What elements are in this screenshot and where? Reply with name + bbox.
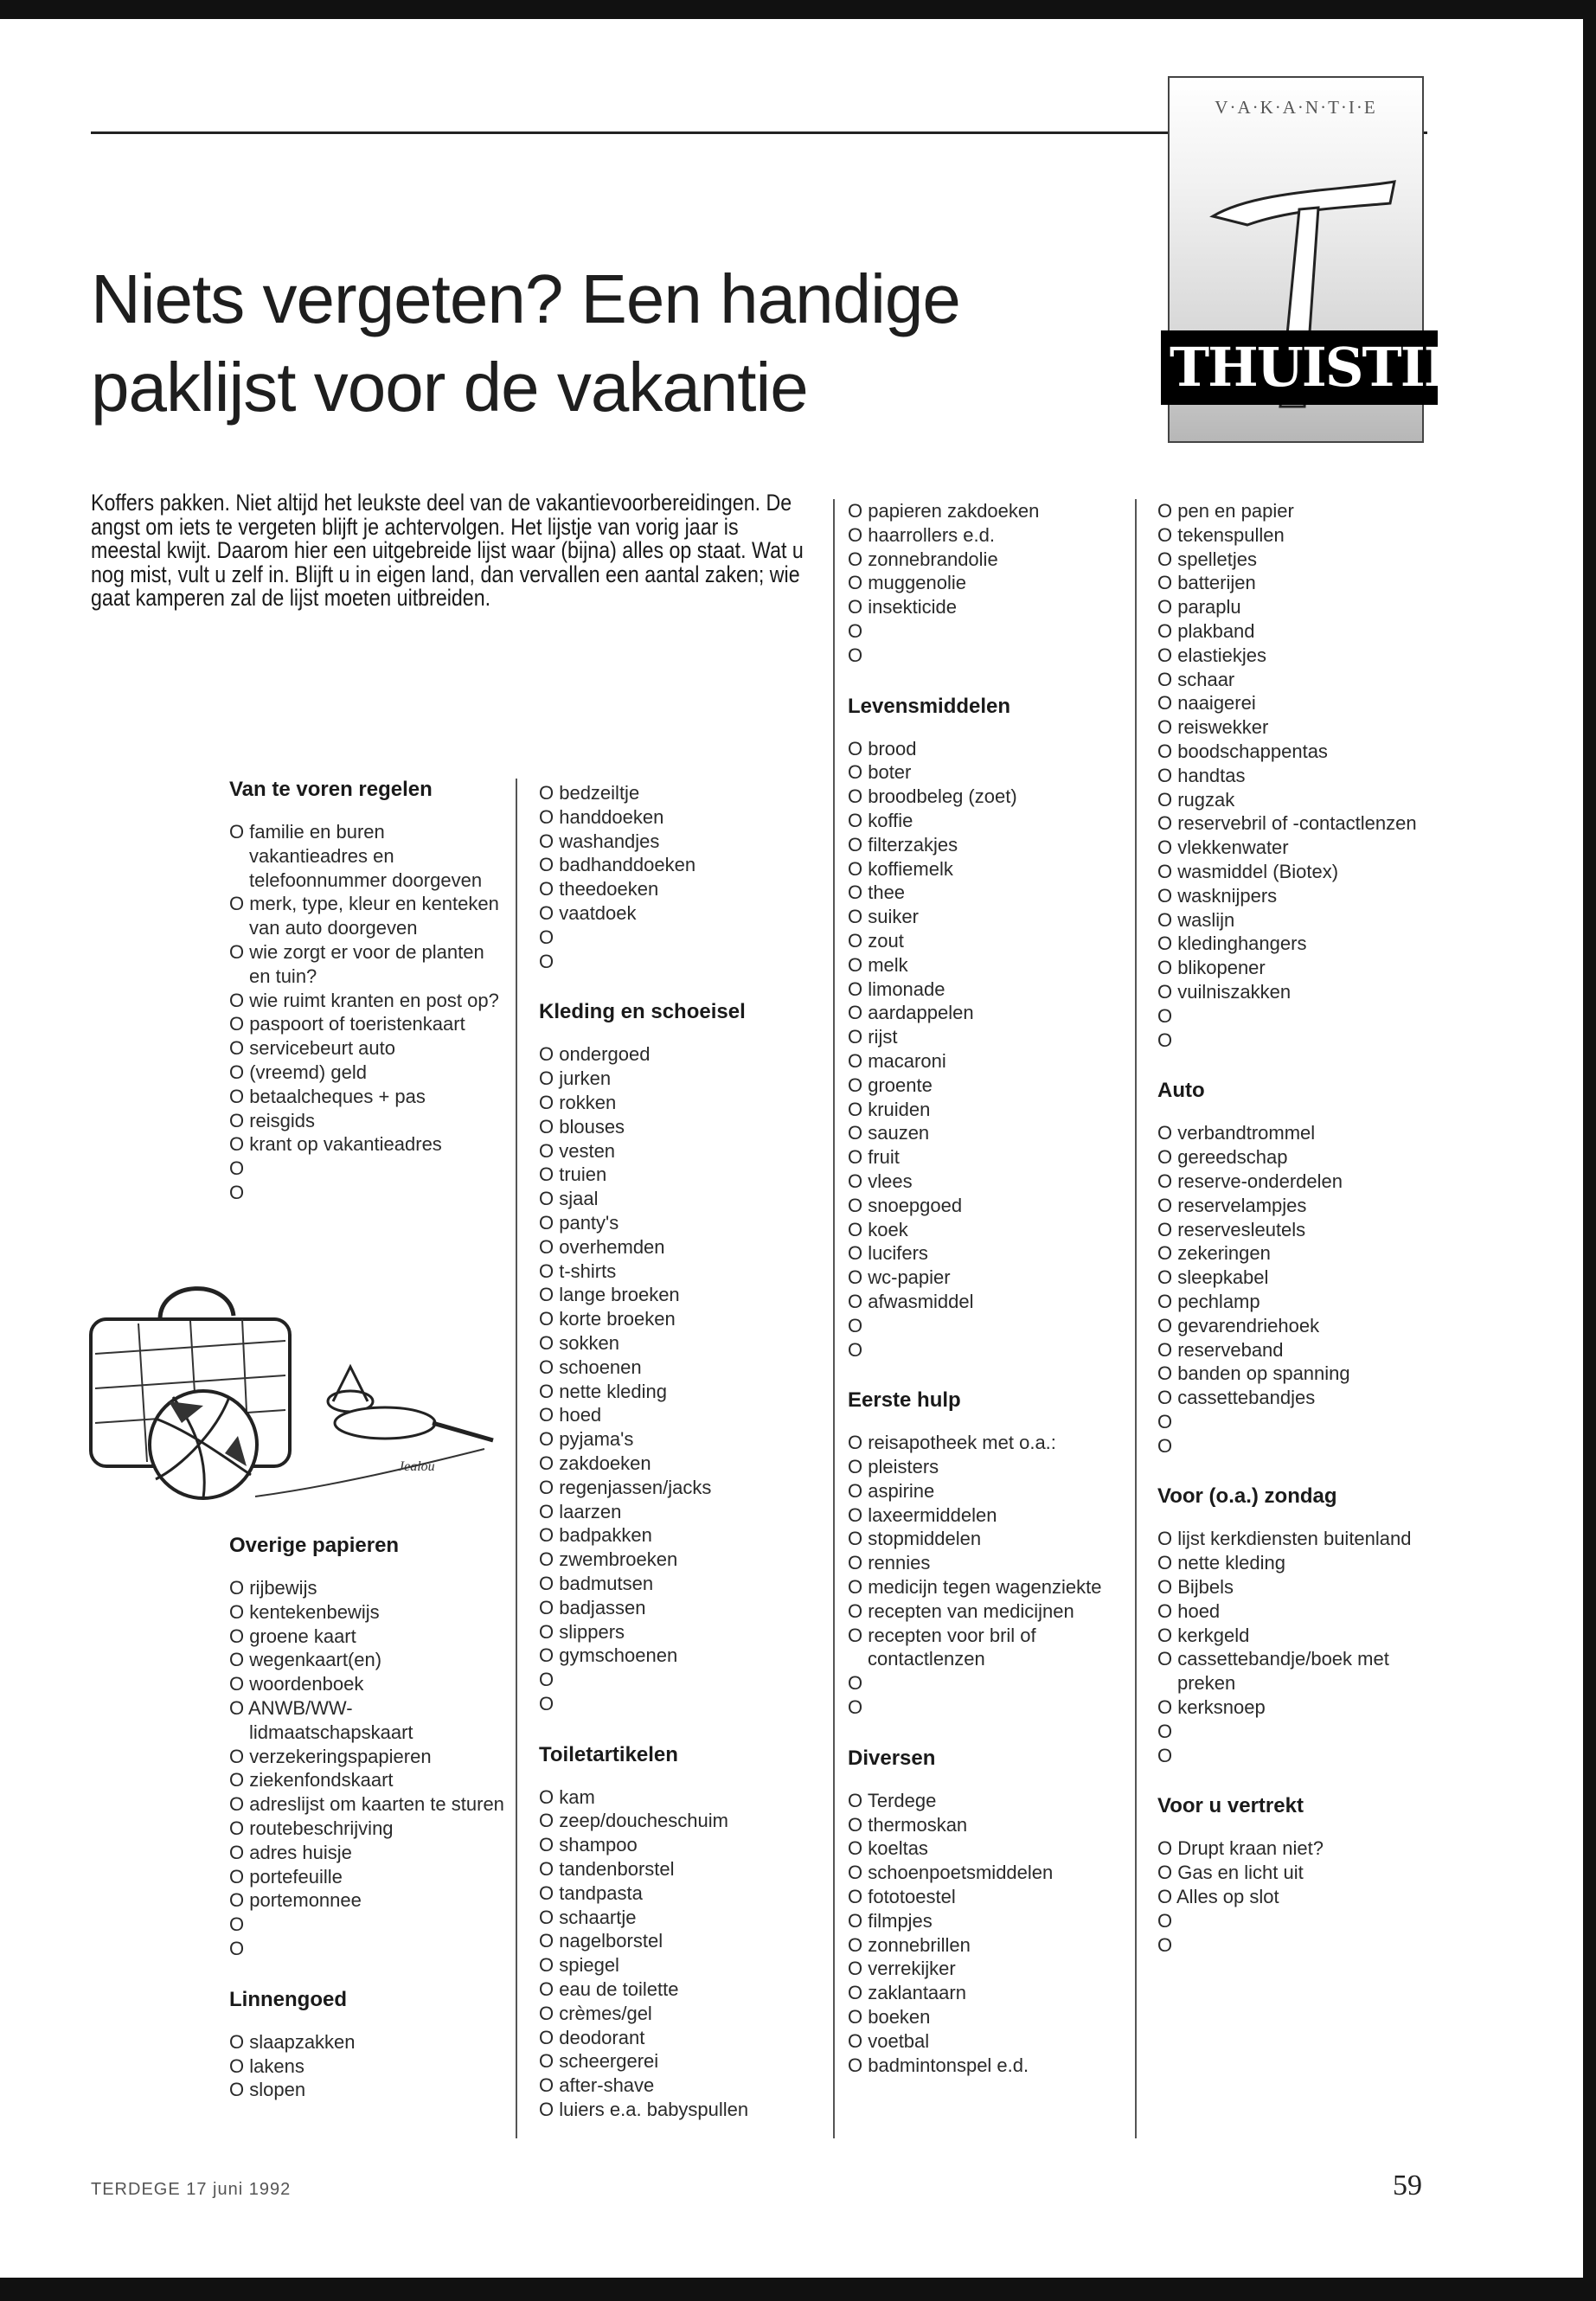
checklist-item: O naaigerei	[1157, 692, 1256, 715]
checklist-item: O filmpjes	[848, 1909, 933, 1932]
title-line-1: Niets vergeten? Een handige	[91, 260, 960, 337]
suitcase-illustration	[52, 1259, 502, 1518]
checklist-item: O nette kleding	[539, 1380, 667, 1402]
checklist-item: O thee	[848, 881, 906, 904]
checklist-item: O lijst kerkdiensten buitenland	[1157, 1528, 1412, 1550]
footer-publication: TERDEGE 17 juni 1992	[91, 2180, 292, 2199]
logo-word: THUISTIPS	[1170, 336, 1500, 399]
checklist-item: O	[1157, 1434, 1173, 1457]
checklist-item: O t-shirts	[539, 1259, 617, 1282]
checklist-item: O krant op vakantieadres	[229, 1133, 442, 1156]
checklist-item: O kam	[539, 1785, 595, 1808]
list-overige-papieren	[229, 1576, 506, 1961]
checklist-item: O banden op spanning	[1157, 1362, 1350, 1385]
checklist-item: O gereedschap	[1157, 1146, 1288, 1169]
checklist-item: O	[539, 1669, 554, 1691]
checklist-item: O handtas	[1157, 764, 1246, 786]
section-title-toilet: Toiletartikelen	[539, 1742, 678, 1766]
section-title-overige-papieren: Overige papieren	[229, 1534, 400, 1557]
checklist-item: O	[539, 1692, 554, 1715]
checklist-item: O badmintonspel e.d.	[848, 2054, 1029, 2076]
section-title-auto: Auto	[1157, 1079, 1205, 1103]
checklist-item: O zwembroeken	[539, 1548, 678, 1571]
checklist-item: O ziekenfondskaart	[229, 1769, 394, 1791]
section-title-eerste-hulp: Eerste hulp	[848, 1388, 961, 1413]
checklist-item: O vlees	[848, 1170, 913, 1192]
checklist-item: O vlekkenwater	[1157, 836, 1289, 859]
checklist-item: O brood	[848, 737, 917, 760]
column-divider-2	[833, 499, 835, 2138]
checklist-item: O zakdoeken	[539, 1452, 651, 1474]
checklist-item: O pen en papier	[1157, 500, 1294, 522]
checklist-item: O ondergoed	[539, 1043, 651, 1066]
checklist-item: O	[1157, 1029, 1173, 1051]
checklist-item: O rennies	[848, 1552, 931, 1574]
checklist-item: O slaapzakken	[229, 2030, 356, 2053]
checklist-item: O groene kaart	[229, 1625, 356, 1647]
checklist-item: O	[848, 619, 863, 642]
list-van-te-voren	[229, 820, 506, 1205]
checklist-item: O groente	[848, 1074, 933, 1096]
checklist-item: O boodschappentas	[1157, 740, 1328, 762]
checklist-item: O kruiden	[848, 1098, 931, 1120]
checklist-item: O kerksnoep	[1157, 1696, 1266, 1719]
checklist-item: O kledinghangers	[1157, 933, 1307, 955]
thuistips-logo	[1168, 76, 1500, 443]
checklist-item: O cassettebandjes	[1157, 1387, 1316, 1409]
checklist-item: O recepten van medicijnen	[848, 1599, 1074, 1622]
checklist-item: O	[229, 1181, 245, 1203]
checklist-item: O zeep/doucheschuim	[539, 1810, 728, 1832]
checklist-item: O koffiemelk	[848, 857, 953, 880]
checklist-item: O koeltas	[848, 1837, 928, 1860]
checklist-item: O reservelampjes	[1157, 1194, 1307, 1216]
checklist-item: O schoenpoetsmiddelen	[848, 1862, 1054, 1884]
page-number: 59	[1393, 2170, 1422, 2202]
checklist-item: O wie ruimt kranten en post op?	[229, 989, 499, 1011]
checklist-item: O truien	[539, 1163, 607, 1186]
list-diversen-b	[1157, 499, 1434, 1052]
checklist-item: O routebeschrijving	[229, 1817, 394, 1839]
checklist-item: O portefeuille	[229, 1865, 343, 1888]
section-title-van-te-voren: Van te voren regelen	[229, 778, 433, 801]
checklist-item: O nagelborstel	[539, 1930, 663, 1952]
checklist-item: O reisgids	[229, 1109, 316, 1131]
checklist-item: O	[539, 926, 554, 948]
list-linnengoed-a	[229, 2030, 506, 2102]
checklist-item: O	[848, 1338, 863, 1361]
checklist-item: O paraplu	[1157, 596, 1241, 619]
checklist-item: O reiswekker	[1157, 716, 1269, 739]
checklist-item: O thermoskan	[848, 1813, 968, 1836]
checklist-item: O kerkgeld	[1157, 1624, 1250, 1646]
checklist-item: O Bijbels	[1157, 1576, 1234, 1599]
checklist-item: O verbandtrommel	[1157, 1122, 1316, 1144]
title-line-2: paklijst voor de vakantie	[91, 349, 808, 426]
checklist-item: O betaalcheques + pas	[229, 1085, 426, 1107]
checklist-item: O melk	[848, 953, 908, 976]
checklist-item: O lakens	[229, 2054, 304, 2077]
checklist-item: O	[1157, 1004, 1173, 1027]
checklist-item: O	[1157, 1933, 1173, 1956]
top-border	[0, 0, 1596, 19]
checklist-item: O reservesleutels	[1157, 1218, 1306, 1240]
checklist-item: O hoed	[539, 1404, 602, 1426]
checklist-item: O korte broeken	[539, 1308, 676, 1330]
checklist-item: O muggenolie	[848, 572, 966, 594]
section-title-linnengoed: Linnengoed	[229, 1987, 347, 2011]
right-border	[1583, 0, 1596, 2301]
checklist-item: O sauzen	[848, 1122, 930, 1144]
checklist-item: O laxeermiddelen	[848, 1503, 997, 1526]
list-zondag	[1157, 1527, 1434, 1767]
checklist-item: O badhanddoeken	[539, 854, 696, 876]
checklist-item: O zekeringen	[1157, 1242, 1271, 1265]
checklist-item: O sokken	[539, 1331, 619, 1354]
section-title-diversen: Diversen	[848, 1746, 936, 1770]
checklist-item: O vesten	[539, 1139, 616, 1162]
column-divider-3	[1135, 499, 1137, 2138]
checklist-item: O aspirine	[848, 1479, 935, 1502]
checklist-item: O reserveband	[1157, 1338, 1284, 1361]
checklist-item: O Terdege	[848, 1789, 937, 1811]
checklist-item: O gevarendriehoek	[1157, 1314, 1320, 1336]
checklist-item: O adreslijst om kaarten te sturen	[229, 1793, 504, 1816]
checklist-item: O pechlamp	[1157, 1290, 1260, 1312]
checklist-item: O adres huisje	[229, 1841, 352, 1863]
checklist-item: O boter	[848, 761, 912, 784]
checklist-item: O rugzak	[1157, 788, 1235, 811]
checklist-item: O voetbal	[848, 2029, 930, 2052]
checklist-item: O luiers e.a. babyspullen	[539, 2099, 749, 2121]
checklist-item: O crèmes/gel	[539, 2002, 652, 2024]
checklist-item: O fruit	[848, 1146, 900, 1169]
checklist-item: O handdoeken	[539, 805, 664, 828]
section-title-kleding: Kleding en schoeisel	[539, 1000, 746, 1024]
list-auto	[1157, 1121, 1434, 1458]
checklist-item: O schaartje	[539, 1906, 637, 1928]
checklist-item: O	[848, 644, 863, 666]
list-linnengoed-b	[539, 781, 824, 973]
checklist-item: O theedoeken	[539, 878, 659, 901]
checklist-item: O nette kleding	[1157, 1552, 1285, 1574]
checklist-item: O fototoestel	[848, 1886, 956, 1908]
checklist-item: O slippers	[539, 1620, 625, 1643]
checklist-item: O suiker	[848, 906, 919, 928]
checklist-item: O	[848, 1314, 863, 1336]
list-vertrek	[1157, 1836, 1434, 1957]
checklist-item: O	[1157, 1720, 1173, 1742]
checklist-item: O slopen	[229, 2079, 306, 2101]
checklist-item: O wc-papier	[848, 1266, 951, 1289]
checklist-item: O	[229, 1157, 245, 1180]
checklist-item: O washandjes	[539, 830, 660, 852]
list-toilet-b	[848, 499, 1133, 668]
checklist-item: O panty's	[539, 1211, 619, 1234]
section-title-vertrek: Voor u vertrekt	[1157, 1794, 1304, 1818]
checklist-item: O badpakken	[539, 1524, 652, 1547]
column-1b	[229, 1533, 506, 2102]
checklist-item: O reserve-onderdelen	[1157, 1170, 1343, 1192]
checklist-item: O recepten voor bril of contactlenzen	[848, 1624, 1036, 1670]
checklist-item: O Alles op slot	[1157, 1886, 1279, 1908]
checklist-item: O	[1157, 1744, 1173, 1766]
list-kleding	[539, 1042, 824, 1715]
checklist-item: O shampoo	[539, 1834, 638, 1856]
checklist-item: O medicijn tegen wagenziekte	[848, 1576, 1102, 1599]
checklist-item: O verzekeringspapieren	[229, 1745, 432, 1767]
checklist-item: O broodbeleg (zoet)	[848, 785, 1017, 808]
checklist-item: O eau de toilette	[539, 1978, 679, 2001]
checklist-item: O spiegel	[539, 1954, 619, 1977]
checklist-item: O aardappelen	[848, 1002, 974, 1024]
checklist-item: O cassettebandje/boek met preken	[1157, 1648, 1389, 1695]
checklist-item: O vuilniszakken	[1157, 980, 1292, 1003]
checklist-item: O insekticide	[848, 596, 957, 619]
checklist-item: O haarrollers e.d.	[848, 523, 995, 546]
checklist-item: O boeken	[848, 2006, 931, 2029]
section-title-zondag: Voor (o.a.) zondag	[1157, 1484, 1337, 1509]
checklist-item: O wasmiddel (Biotex)	[1157, 860, 1339, 882]
checklist-item: O schaar	[1157, 668, 1235, 690]
checklist-item: O plakband	[1157, 619, 1255, 642]
checklist-item: O limonade	[848, 977, 945, 1000]
column-3	[848, 499, 1133, 2077]
checklist-item: O rijst	[848, 1026, 898, 1048]
checklist-item: O overhemden	[539, 1235, 665, 1258]
checklist-item: O snoepgoed	[848, 1194, 963, 1216]
checklist-item: O schoenen	[539, 1356, 642, 1378]
checklist-item: O tekenspullen	[1157, 523, 1285, 546]
checklist-item: O elastiekjes	[1157, 644, 1266, 666]
checklist-item: O tandpasta	[539, 1881, 643, 1904]
checklist-item: O reisapotheek met o.a.:	[848, 1432, 1056, 1454]
checklist-item: O spelletjes	[1157, 548, 1257, 570]
list-diversen-a	[848, 1789, 1133, 2078]
checklist-item: O laarzen	[539, 1500, 622, 1522]
checklist-item: O tandenborstel	[539, 1858, 675, 1881]
section-title-levensmiddelen: Levensmiddelen	[848, 694, 1011, 718]
checklist-item: O waslijn	[1157, 908, 1235, 931]
checklist-item: O blouses	[539, 1115, 625, 1138]
checklist-item: O gymschoenen	[539, 1644, 678, 1667]
checklist-item: O stopmiddelen	[848, 1528, 982, 1550]
checklist-item: O	[848, 1696, 863, 1719]
checklist-item: O ANWB/WW-lidmaatschapskaart	[229, 1696, 413, 1743]
list-toilet-a	[539, 1785, 824, 2122]
checklist-item: O lange broeken	[539, 1284, 680, 1306]
bottom-border	[0, 2278, 1596, 2301]
checklist-item: O zonnebrillen	[848, 1933, 971, 1956]
checklist-item: O merk, type, kleur en kenteken van auto doorgeven	[229, 893, 499, 939]
checklist-item: O paspoort of toeristenkaart	[229, 1013, 465, 1035]
checklist-item: O zonnebrandolie	[848, 548, 998, 570]
checklist-item: O	[1157, 1410, 1173, 1433]
checklist-item: O	[229, 1937, 245, 1959]
checklist-item: O after-shave	[539, 2074, 655, 2097]
checklist-item: O reservebril of -contactlenzen	[1157, 812, 1417, 835]
checklist-item: O	[539, 950, 554, 972]
checklist-item: O	[229, 1913, 245, 1936]
checklist-item: O hoed	[1157, 1599, 1221, 1622]
checklist-item: O kentekenbewijs	[229, 1600, 380, 1623]
checklist-item: O (vreemd) geld	[229, 1061, 367, 1083]
column-divider-1	[516, 779, 517, 2138]
checklist-item: O familie en buren vakantieadres en telefoonnummer doorgeven	[229, 821, 483, 891]
checklist-item: O zout	[848, 929, 904, 952]
checklist-item: O lucifers	[848, 1242, 928, 1265]
logo-top-text: V·A·K·A·N·T·I·E	[1215, 97, 1377, 118]
column-1	[229, 777, 506, 1205]
checklist-item: O koek	[848, 1218, 908, 1240]
checklist-item: O scheergerei	[539, 2050, 659, 2073]
checklist-item: O macaroni	[848, 1049, 946, 1072]
checklist-item: O batterijen	[1157, 572, 1256, 594]
checklist-item: O bedzeiltje	[539, 782, 640, 804]
checklist-item: O Drupt kraan niet?	[1157, 1837, 1324, 1860]
checklist-item: O regenjassen/jacks	[539, 1476, 712, 1498]
checklist-item: O verrekijker	[848, 1958, 956, 1980]
checklist-item: O Gas en licht uit	[1157, 1862, 1304, 1884]
checklist-item: O wie zorgt er voor de planten en tuin?	[229, 940, 484, 987]
checklist-item: O vaatdoek	[539, 901, 637, 924]
checklist-item: O wasknijpers	[1157, 884, 1278, 907]
checklist-item: O badmutsen	[539, 1572, 654, 1594]
checklist-item: O rokken	[539, 1091, 617, 1113]
column-4	[1157, 499, 1434, 1957]
checklist-item: O sleepkabel	[1157, 1266, 1269, 1289]
checklist-item: O wegenkaart(en)	[229, 1649, 382, 1671]
checklist-item: O woordenboek	[229, 1673, 364, 1695]
checklist-item: O afwasmiddel	[848, 1290, 974, 1312]
checklist-item: O	[1157, 1909, 1173, 1932]
checklist-item: O badjassen	[539, 1596, 646, 1618]
list-levensmiddelen	[848, 737, 1133, 1362]
column-2	[539, 781, 824, 2122]
checklist-item: O portemonnee	[229, 1889, 362, 1912]
checklist-item: O servicebeurt auto	[229, 1037, 395, 1060]
checklist-item: O jurken	[539, 1067, 612, 1090]
checklist-item: O rijbewijs	[229, 1577, 317, 1599]
page-title	[91, 255, 1155, 432]
checklist-item: O zaklantaarn	[848, 1982, 966, 2004]
checklist-item: O	[848, 1672, 863, 1695]
checklist-item: O deodorant	[539, 2026, 645, 2048]
checklist-item: O blikopener	[1157, 957, 1266, 979]
checklist-item: O koffie	[848, 809, 913, 831]
checklist-item: O sjaal	[539, 1188, 599, 1210]
list-eerste-hulp	[848, 1431, 1133, 1720]
checklist-item: O pleisters	[848, 1456, 939, 1478]
checklist-item: O papieren zakdoeken	[848, 500, 1040, 522]
intro-paragraph: Koffers pakken. Niet altijd het leukste deel van de vakantievoorbereidingen. De angst om iets te vergeten blijft je achtervolgen. Het lijstje van vorig jaar is meestal kwijt. Daarom hier een uitgebreide lijst waar (bijna) alles op staat. Wat u nog mist, vult u zelf in. Blijft u in eigen land, dan vervallen een aantal zaken; wie gaat kamperen zal de lijst moeten uitbreiden.	[91, 490, 804, 611]
checklist-item: O pyjama's	[539, 1428, 634, 1451]
illustration-signature: Jealou	[398, 1459, 435, 1474]
checklist-item: O filterzakjes	[848, 833, 958, 856]
